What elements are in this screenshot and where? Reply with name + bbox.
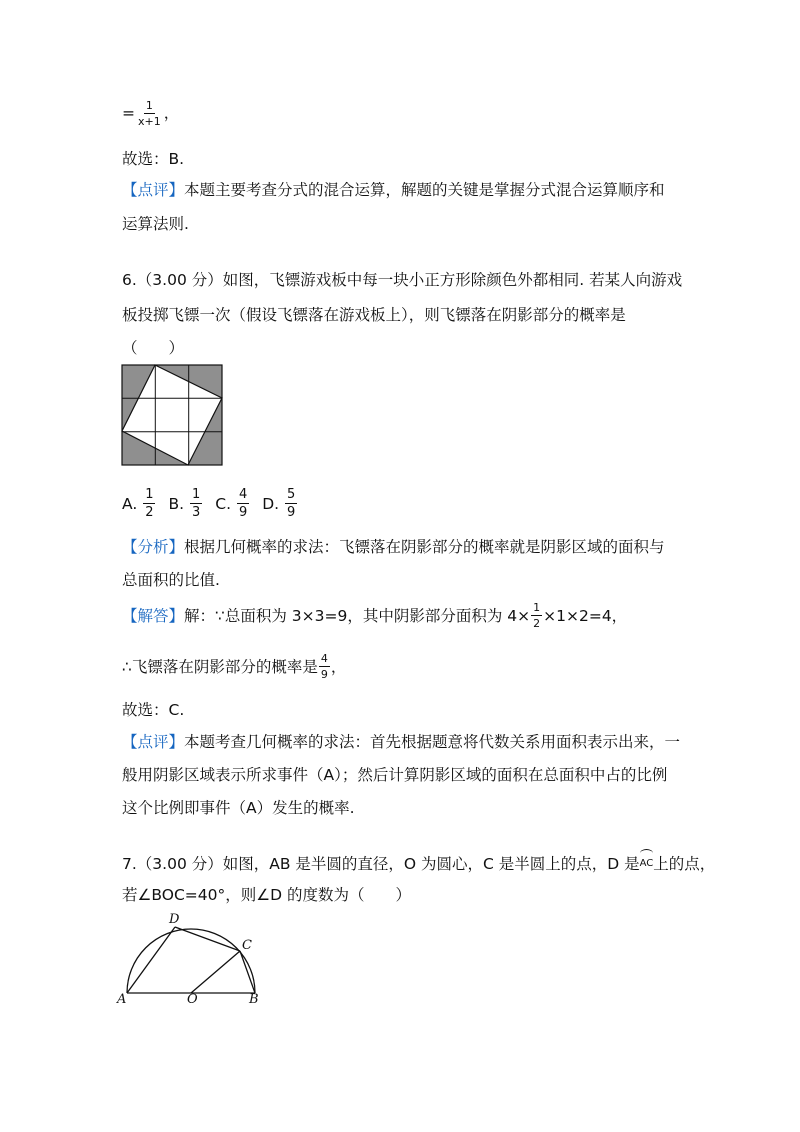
q5-comment-line-2: 运算法则. xyxy=(122,215,189,233)
comment-text: 本题主要考查分式的混合运算，解题的关键是掌握分式混合运算顺序和 xyxy=(184,181,665,199)
q7-stem-text: 上的点， xyxy=(653,855,716,873)
solution-fraction xyxy=(319,653,330,680)
q7-stem-line-1 xyxy=(122,854,715,874)
analysis-tag: 【分析】 xyxy=(122,538,185,556)
fraction-numerator: 1 xyxy=(145,487,154,502)
fraction-denominator: 9 xyxy=(287,505,296,520)
fraction-denominator: 2 xyxy=(145,505,154,520)
solution-fraction xyxy=(531,602,542,629)
fraction-denominator: x+1 xyxy=(138,115,161,128)
option-letter: A. xyxy=(122,494,138,513)
q7-semicircle-figure xyxy=(115,905,275,1005)
solution-text: ∴飞镖落在阴影部分的概率是 xyxy=(122,657,318,676)
q5-answer: 故选：B. xyxy=(122,150,185,168)
fraction-numerator: 5 xyxy=(287,487,296,502)
solution-text: ， xyxy=(330,657,347,676)
option-fraction xyxy=(190,488,202,519)
q6-stem-line-3: （ ） xyxy=(122,339,185,357)
q6-comment-line-2: 般用阴影区域表示所求事件（A）；然后计算阴影区域的面积在总面积中占的比例 xyxy=(122,766,668,784)
comment-tag: 【点评】 xyxy=(122,733,185,751)
label-a: A xyxy=(117,992,127,1005)
fraction-numerator: 4 xyxy=(238,487,248,502)
q6-stem-line-2: 板投掷飞镖一次（假设飞镖落在游戏板上），则飞镖落在阴影部分的概率是 xyxy=(122,306,626,324)
option-letter: B. xyxy=(168,494,185,513)
option-c[interactable] xyxy=(215,488,250,519)
solution-tag: 【解答】 xyxy=(122,606,185,625)
option-letter: C. xyxy=(215,494,232,513)
radius-oc xyxy=(191,951,240,993)
label-b: B xyxy=(249,992,259,1005)
q5-result-suffix: ， xyxy=(163,104,180,122)
q7-stem-text: 7.（3.00 分）如图，AB 是半圆的直径，O 为圆心，C 是半圆上的点，D 是 xyxy=(122,855,640,873)
comment-tag: 【点评】 xyxy=(122,181,185,199)
label-o: O xyxy=(187,992,198,1005)
semicircle-arc xyxy=(127,929,255,993)
option-fraction xyxy=(285,488,297,519)
q5-result-prefix: = xyxy=(122,104,135,122)
option-d[interactable] xyxy=(262,488,298,519)
label-d: D xyxy=(169,912,180,927)
analysis-text: 根据几何概率的求法：飞镖落在阴影部分的概率就是阴影区域的面积与 xyxy=(184,538,665,556)
q6-analysis-line-2: 总面积的比值. xyxy=(122,571,220,589)
q5-result-fraction xyxy=(136,100,163,127)
solution-text: ×1×2=4， xyxy=(543,606,628,625)
fraction-numerator: 1 xyxy=(145,99,153,112)
option-fraction xyxy=(143,488,155,519)
fraction-denominator: 9 xyxy=(320,668,328,681)
comment-text: 本题考查几何概率的求法：首先根据题意将代数关系用面积表示出来，一 xyxy=(184,733,681,751)
q6-answer: 故选：C. xyxy=(122,701,185,719)
q6-comment-line-1 xyxy=(122,732,680,752)
q5-result xyxy=(122,100,179,127)
option-a[interactable] xyxy=(122,488,156,519)
q5-comment-line-1 xyxy=(122,180,665,200)
q6-options xyxy=(122,488,310,519)
fraction-numerator: 1 xyxy=(533,601,541,614)
fraction-numerator: 4 xyxy=(320,652,328,665)
q6-solution-line-1 xyxy=(122,602,627,629)
option-b[interactable] xyxy=(168,488,203,519)
arc-ac-label: AC xyxy=(640,854,654,874)
option-fraction xyxy=(237,488,249,519)
fraction-denominator: 9 xyxy=(238,505,248,520)
q6-dartboard-figure xyxy=(121,364,223,466)
chord-cb xyxy=(240,951,255,993)
q6-analysis-line-1 xyxy=(122,537,665,557)
solution-text: 解：∵总面积为 3×3=9，其中阴影部分面积为 4× xyxy=(184,606,531,625)
q6-comment-line-3: 这个比例即事件（A）发生的概率. xyxy=(122,799,355,817)
fraction-numerator: 1 xyxy=(191,487,201,502)
label-c: C xyxy=(242,938,252,953)
option-letter: D. xyxy=(262,494,280,513)
q6-solution-line-2 xyxy=(122,653,346,680)
fraction-denominator: 2 xyxy=(533,617,541,630)
q6-stem-line-1: 6.（3.00 分）如图，飞镖游戏板中每一块小正方形除颜色外都相同. 若某人向游戏 xyxy=(122,271,683,289)
chord-ad xyxy=(127,927,175,993)
q7-stem-line-2: 若∠BOC=40°，则∠D 的度数为（ ） xyxy=(122,886,411,904)
fraction-denominator: 3 xyxy=(191,505,201,520)
